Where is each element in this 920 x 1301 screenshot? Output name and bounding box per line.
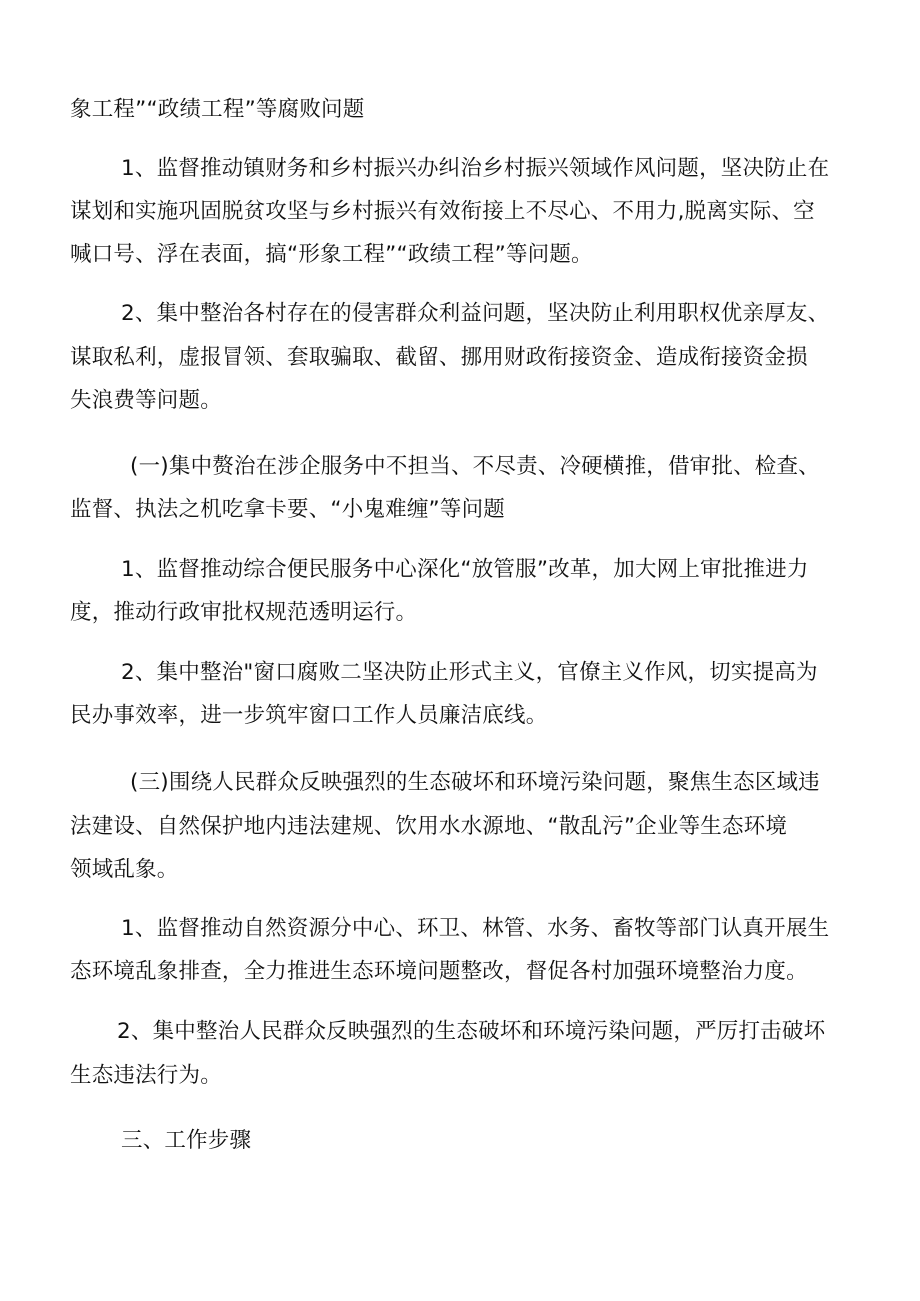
text-line: 2、集中整治各村存在的侵害群众利益问题，坚决防止利用职权优亲厚友、 xyxy=(121,301,830,326)
section-heading: 三、工作步骤 xyxy=(121,1128,252,1153)
text-line: 法建设、自然保护地内违法建规、饮用水水源地、“散乱污”企业等生态环境 xyxy=(70,814,788,839)
text-line: 喊口号、浮在表面，搞“形象工程”“政绩工程”等问题。 xyxy=(70,242,593,267)
text-line: 生态违法行为。 xyxy=(70,1063,222,1088)
text-line: 失浪费等问题。 xyxy=(70,388,222,413)
text-line: (三)围绕人民群众反映强烈的生态破坏和环境污染问题，聚焦生态区域违 xyxy=(130,770,820,795)
text-line: 1、监督推动综合便民服务中心深化“放管服”改革，加大网上审批推进力 xyxy=(121,557,809,582)
text-line: 1、监督推动镇财务和乡村振兴办纠治乡村振兴领域作风问题，坚决防止在 xyxy=(121,156,830,181)
text-line: 2、集中整治人民群众反映强烈的生态破坏和环境污染问题，严厉打击破坏 xyxy=(117,1019,826,1044)
text-line: 态环境乱象排查，全力推进生态环境问题整改，督促各村加强环境整治力度。 xyxy=(70,959,808,984)
text-line: (一)集中赘治在涉企服务中不担当、不尽责、冷硬横推，借审批、检查、 xyxy=(130,454,820,479)
text-line: 2、集中整治"窗口腐败二坚决防止形式主义，官僚主义作风，切实提高为 xyxy=(121,660,818,685)
text-line: 象工程”“政绩工程”等腐败问题 xyxy=(70,97,365,122)
text-line: 民办事效率，进一步筑牢窗口工作人员廉洁底线。 xyxy=(70,703,548,728)
text-line: 谋划和实施巩固脱贫攻坚与乡村振兴有效衔接上不尽心、不用力,脱离实际、空 xyxy=(70,199,815,224)
text-line: 监督、执法之机吃拿卡要、“小鬼难缠”等问题 xyxy=(70,497,505,522)
text-line: 1、监督推动自然资源分中心、环卫、林管、水务、畜牧等部门认真开展生 xyxy=(121,916,830,941)
text-line: 领域乱象。 xyxy=(70,857,179,882)
text-line: 度，推动行政审批权规范透明运行。 xyxy=(70,600,418,625)
text-line: 谋取私利，虚报冒领、套取骗取、截留、挪用财政衔接资金、造成衔接资金损 xyxy=(70,345,808,370)
